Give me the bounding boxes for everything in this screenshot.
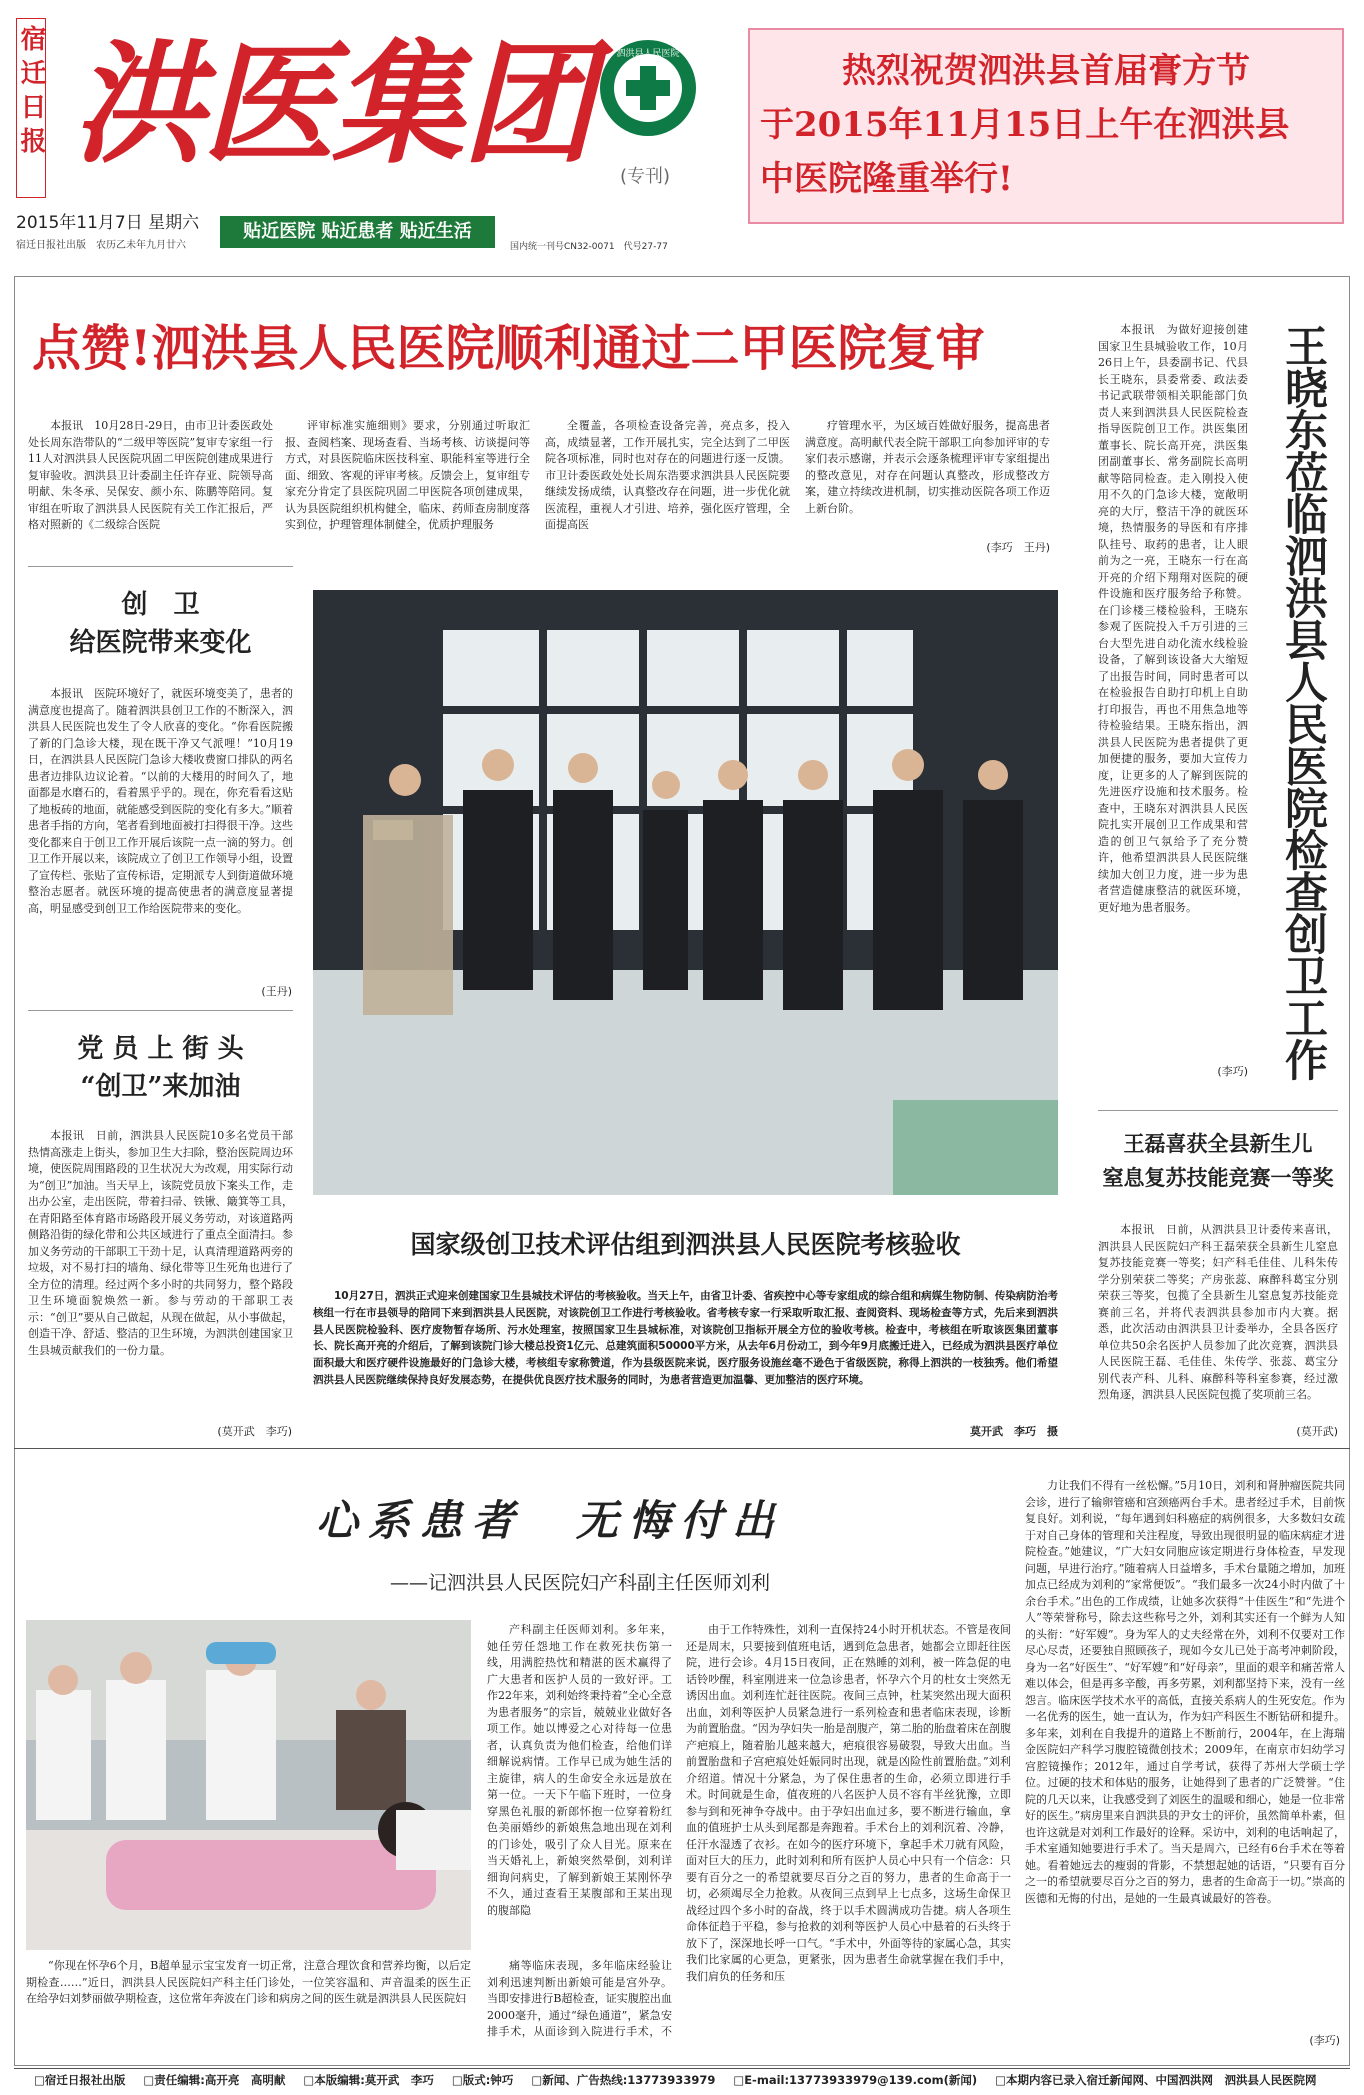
footer-item-email bbox=[733, 2069, 977, 2092]
date-line: 2015年11月7日 星期六 bbox=[16, 213, 200, 233]
right1-body-text: 本报讯 为做好迎接创建国家卫生县城验收工作，10月26日上午，县委副书记、代县长王晓东，县委常委、政法委书记武联带领相关职能部门负责人来到泗洪县人民医院检查指导医院创卫工作。洪医集团董事长、院长高开亮，洪医集团副董事长、常务副院长高明献等陪同检查。走入刚投入使用不久的门急诊大楼，宽敞明亮的大厅，整洁干净的就医环境，热情服务的导医和有序排队挂号、取药的患者，让人眼前为之一亮，王晓东一行在高开亮的介绍下翔翔对医院的硬件设施和医疗服务给予称赞。在门诊楼三楼检验科，王晓东参观了医院投入千万引进的三台大型先进自动化流水线检验设备，了解到该设备大大缩短了出报告时间，同时患者可以在检验报告自助打印机上自助打印报告，再也不用焦急地等待检验结果。王晓东指出，泗洪县人民医院为患者提供了更加便捷的服务，要加大宣传力度，让更多的人了解到医院的先进医疗设施和技术服务。检查中，王晓东对泗洪县人民医院扎实开展创卫工作成果和营造的创卫气氛给予了充分赞许，他希望泗洪县人民医院继续加大创卫力度，进一步为患者营造健康整洁的就医环境，更好地为患者服务。 bbox=[1098, 323, 1248, 914]
profile-subtitle: ——记泗洪县人民医院妇产科副主任医师刘利 bbox=[389, 1572, 770, 1594]
lead-col-4 bbox=[805, 418, 1050, 542]
profile-photo bbox=[26, 1620, 471, 1950]
lead-col-3 bbox=[545, 418, 790, 558]
publisher-text: 宿迁日报社出版 bbox=[16, 240, 86, 251]
right2-title-1: 王磊喜获全县新生儿 bbox=[1123, 1131, 1313, 1156]
banner-ad bbox=[748, 28, 1344, 224]
banner-line-1: 热烈祝贺泗洪县首届膏方节 bbox=[842, 51, 1250, 91]
side2-title-1: 党 员 上 街 头 bbox=[77, 1034, 244, 1064]
banner-line-2: 于2015年11月15日上午在泗洪县 bbox=[760, 105, 1290, 145]
hospital-hall-illustration bbox=[313, 590, 1058, 1195]
footer-item-online bbox=[995, 2069, 1316, 2092]
feature-caption: 国家级创卫技术评估组到泗洪县人民医院考核验收 bbox=[410, 1230, 961, 1259]
footer-item-editors bbox=[143, 2069, 285, 2092]
footer-email-text: E-mail:13773933979@139.com(新闻) bbox=[744, 2073, 978, 2087]
side2-byline: (莫开武 李巧) bbox=[217, 1425, 292, 1438]
lead-col-2 bbox=[285, 418, 530, 558]
profile-col-1-text: 产科副主任医师刘利。多年来，她任劳任怨地工作在救死扶伤第一线，用满腔热忱和精湛的医术赢得了广大患者和医护人员的一致好评。工作22年来，刘利始终秉持着“全心全意为患者服务”的宗旨，兢兢业业做好各项工作。她以博爱之心对待每一位患者，认真负责为他们检查，给他们详细解说病情。工作早已成为她生活的主旋律，病人的生命安全永远是放在第一位。一天下午临下班时，一位身穿黑色礼服的新郎怀抱一位穿着粉红色美丽婚纱的新娘焦急地出现在刘利的门诊处，吸引了众人目光。原来在当天婚礼上，新娘突然晕倒，刘利详细询问病史，了解到新娘王某刚怀孕不久，通过查看王某腹部和王某出现的腹部隐 bbox=[487, 1623, 672, 1917]
profile-bottom-col bbox=[487, 1958, 672, 2040]
footer-hotline-text: 新闻、广告热线:13773933979 bbox=[542, 2073, 716, 2087]
footer-square-icon: □ bbox=[303, 2073, 315, 2087]
footer-square-icon: □ bbox=[34, 2073, 45, 2087]
profile-col-1 bbox=[487, 1622, 672, 1932]
clinic-exam-illustration bbox=[26, 1620, 471, 1950]
footer-item-publisher bbox=[34, 2069, 125, 2092]
issue-info bbox=[510, 239, 668, 252]
footer-item-hotline bbox=[531, 2069, 715, 2092]
feature-body bbox=[313, 1288, 1058, 1430]
lead-headline: 点赞!泗洪县人民医院顺利通过二甲医院复审 bbox=[32, 319, 985, 377]
photo-caption bbox=[26, 1958, 471, 2040]
paper-name bbox=[16, 18, 46, 198]
footer-item-page-editors bbox=[303, 2069, 433, 2092]
divider bbox=[28, 566, 293, 567]
profile-title: 心系患者 无悔付出 bbox=[315, 1496, 784, 1545]
right1-body bbox=[1098, 322, 1248, 1066]
lunar-date: 农历乙未年九月廿六 bbox=[96, 240, 186, 251]
feature-photo bbox=[313, 590, 1058, 1195]
footer-layout-text: 版式:钟巧 bbox=[462, 2073, 514, 2087]
photo-caption-text: “你现在怀孕6个月，B超单显示宝宝发育一切正常，注意合理饮食和营养均衡，以后定期检查……”近日，泗洪县人民医院妇产科主任门诊处，一位笑容温和、声音温柔的医生正在给孕妇刘梦丽做孕期检查，这位常年奔波在门诊和病房之间的医生就是泗洪县人民医院妇 bbox=[26, 1959, 471, 2005]
footer-square-icon: □ bbox=[143, 2073, 155, 2087]
side1-body-text: 本报讯 医院环境好了，就医环境变美了，患者的满意度也提高了。随着泗洪县创卫工作的不断深入，泗洪县人民医院也发生了令人欣喜的变化。“你看医院搬了新的门急诊大楼，现在既干净又气派哩！”10月19日，在泗洪县人民医院门急诊大楼收费窗口排队的两名患者边排队边议论着。“以前的大楼用的时间久了，地面都是水磨石的，看着黑乎乎的。现在，你充看看这贴了地板砖的地面，就能感受到医院的变化有多大。”顺着患者手指的方向，笔者看到地面被打扫得很干净。这些变化都来自于创卫工作开展后该院一点一滴的努力。创卫工作开展以来，该院成立了创卫工作领导小组，设置了宣传栏、张贴了宣传标语，定期派专人到街道做环境整治志愿者。就医环境的提高使患者的满意度显著提高，明显感受到创卫工作给医院带来的变化。 bbox=[28, 687, 293, 915]
divider bbox=[28, 1010, 293, 1011]
feature-byline: 莫开武 李巧 摄 bbox=[970, 1425, 1058, 1438]
footer-editors-text: 责任编辑:高开亮 高明献 bbox=[154, 2073, 286, 2087]
lead-byline: (李巧 王丹) bbox=[986, 541, 1050, 554]
profile-bottom-col-text: 痛等临床表现，多年临床经验让刘利迅速判断出新娘可能是宫外孕。当即安排进行B超检查，证实腹腔出血2000毫升，通过“绿色通道”，紧急安排手术，从面诊到入院进行手术，不 bbox=[487, 1959, 672, 2038]
paper-name-text: 宿迁日报 bbox=[16, 25, 46, 161]
footer-square-icon: □ bbox=[733, 2073, 745, 2087]
side1-title-1: 创 卫 bbox=[121, 590, 200, 620]
divider bbox=[1098, 1110, 1338, 1111]
footer-square-icon: □ bbox=[451, 2073, 463, 2087]
profile-col-2-text: 由于工作特殊性，刘利一直保持24小时开机状态。不管是夜间还是周末，只要接到值班电话，遇到危急患者，她都会立即赶往医院，进行会诊。4月15日夜间，正在熟睡的刘利，被一阵急促的电话铃吵醒，科室刚进来一位急诊患者，怀孕六个月的杜女士突然无诱因出血。刘利连忙赶往医院。夜间三点钟，杜某突然出现大面积出血，刘利等医护人员紧急进行一系列检查和患者临床表现，诊断为前置胎盘。“因为孕妇失一胎是剖腹产，第二胎的胎盘着床在剖腹产疤痕上，随着胎儿越来越大，疤痕很容易破裂，导致大出血。当前置胎盘和子宫疤痕处妊娠同时出现，就是凶险性前置胎盘。”刘利介绍道。情况十分紧急，为了保住患者的生命，必须立即进行手术。时间就是生命，值夜班的八名医护人员不容有半丝犹豫，立即参与到和死神争夺战中。由于孕妇出血过多，要不断进行输血，拿血的值班护士从头到尾都是奔跑着。手术台上的刘利沉着、冷静，任汗水湿透了衣衫。在如今的医疗环境下，拿起手术刀就有风险，面对巨大的压力，此时刘利和所有医护人员心中只有一个信念：只要有百分之一的希望就要尽百分之百的努力，患者的生命高于一切，必须竭尽全力抢救。从夜间三点到早上七点多，这场生命保卫战经过四个多小时的奋战，终于以手术圆满成功告捷。病人各项生命体征趋于平稳，参与抢救的刘利等医护人员心中悬着的石头终于放下了，深深地长呼一口气。“手术中，外面等待的家属心急，其实我们比家属的心更急，更紧张，因为患者生命就掌握在我们手中，我们肩负的任务和压 bbox=[686, 1623, 1011, 1983]
emblem-text: 泗洪县人民医院 bbox=[616, 49, 680, 59]
right2-byline: (莫开武) bbox=[1296, 1425, 1338, 1438]
side1-title-2: 给医院带来变化 bbox=[69, 628, 252, 658]
lead-col-2-text: 评审标准实施细则》要求，分别通过听取汇报、查阅档案、现场查看、当场考核、访谈提问等方式，对县医院临床医技科室、职能科室等进行全面、细致、客观的评审考核。反馈会上，复审组专家充分肯定了县医院巩固二甲医院各项创建成果，认为县医院组织机构健全，临床、药师查房制度落实到位，护理管理体制健全，优质护理服务 bbox=[285, 419, 530, 531]
lead-col-1-text: 本报讯 10月28日-29日，由市卫计委医政处处长周东浩带队的“二级甲等医院”复审专家组一行11人对泗洪县人民医院巩固二甲医院创建成果进行复审验收。泗洪县卫计委副主任许存亚、院领导高明献、朱冬承、吴保安、颜小东、陈鹏等陪同。复审组在听取了泗洪县人民医院有关工作汇报后，严格对照新的《二级综合医院 bbox=[28, 419, 273, 531]
side2-title-2: “创卫”来加油 bbox=[80, 1072, 241, 1102]
profile-byline: (李巧) bbox=[1309, 2034, 1340, 2047]
masthead bbox=[0, 0, 1364, 260]
footer-bar bbox=[14, 2068, 1350, 2092]
feature-body-text: 10月27日，泗洪正式迎来创建国家卫生县城技术评估的考核验收。当天上午，由省卫计委、省疾控中心等专家组成的综合组和病媒生物防制、传染病防治考核组一行在市县领导的陪同下来到泗洪县人民医院，对该院创卫工作进行考核验收。省考核专家一行采取听取汇报、查阅资料、现场检查等方式，先后来到泗洪县人民医院检验科、医疗废物暂存场所、污水处理室，按照国家卫生县城标准，对该院创卫指标开展全方位的验收考核。检查中，考核组在听取该医集团董事长、院长高开亮的介绍后，了解到该院门诊大楼总投资1亿元、总建筑面积50000平方米，从去年6月份动工，到今年9月底搬迁进入，已经成为泗洪县医疗单位面积最大和医疗硬件设施最好的门急诊大楼，考核组专家称赞道，作为县级医院来说，医疗服务设施丝毫不逊色于省级医院，称得上泗洪的一枝独秀。他们希望泗洪县人民医院继续保持良好发展态势，在提供优良医疗技术服务的同时，为患者营造更加温馨、更加整洁的医疗环境。 bbox=[313, 1290, 1058, 1386]
lead-col-4-text: 疗管理水平，为区域百姓做好服务，提高患者满意度。高明献代表全院干部职工向参加评审的专家们表示感谢，并表示会逐条梳理评审专家组提出的整改意见，对存在问题认真整改，形成整改方案，建立持续改进机制，切实推动医院各项工作迈上新台阶。 bbox=[805, 419, 1050, 515]
brand-title: 洪医集团 bbox=[72, 27, 592, 182]
footer-item-layout bbox=[452, 2069, 513, 2092]
lead-col-1 bbox=[28, 418, 273, 558]
profile-col-3 bbox=[1025, 1478, 1345, 2038]
side1-body bbox=[28, 686, 293, 986]
publisher-line bbox=[16, 236, 186, 251]
section-divider bbox=[14, 1448, 1350, 1449]
footer-online-text: 本期内容已录入宿迁新闻网、中国泗洪网 泗洪县人民医院网 bbox=[1006, 2073, 1317, 2087]
side2-body-text: 本报讯 日前，泗洪县人民医院10多名党员干部热情高涨走上街头，参加卫生大扫除，整治医院周边环境，使医院周围路段的卫生状况大为改观，用实际行动为“创卫”加油。当天早上，该院党员放下案头工作，走出办公室，走出医院，带着扫帚、铁锹、簸箕等工具，在青阳路至体育路市场路段开展义务劳动，对该道路两侧路沿街的绿化带和公共区域进行了重点全面清扫。参加义务劳动的干部职工干劲十足，认真清理道路两旁的垃圾，对不易打扫的墙角、绿化带等卫生死角也进行了全方位的清理。经过两个多小时的共同努力，整个路段卫生环境面貌焕然一新。参与劳动的干部职工表示：“创卫”要从自己做起，从现在做起，从小事做起，创造干净、舒适、整洁的卫生环境，为泗洪创建国家卫生县城贡献我们的一份力量。 bbox=[28, 1129, 293, 1357]
edition-tag: (专刊) bbox=[620, 166, 671, 187]
hospital-emblem bbox=[600, 40, 696, 136]
cn-number: 国内统一刊号CN32-0071 bbox=[510, 242, 615, 252]
right1-byline: (李巧) bbox=[1217, 1065, 1248, 1078]
profile-col-3-text: 力让我们不得有一丝松懈。”5月10日，刘利和肾肿瘤医院共同会诊，进行了输卵管癌和宫颈癌两台手术。患者经过手术，目前恢复良好。刘利说，“每年遇到妇科癌症的病例很多，大多数妇女疏于对自己身体的管理和关注程度，导致出现很明显的临床病症才进院检查。”她建议，“广大妇女同胞应该定期进行身体检查，早发现问题，早进行治疗。”随着病人日益增多，手术台量随之增加，加班加点已经成为刘利的“家常便饭”。“我们最多一次24小时内做了十余台手术。”出色的工作成绩，让她多次获得“十佳医生”和“先进个人”等荣誉称号，除去这些称号之外，刘利其实还有一个鲜为人知的头衔：“好军嫂”。身为军人的丈夫经常在外，刘利不仅要对工作尽心尽责，还要独自照顾孩子，现如今女儿已处于高考冲刺阶段，身为一名“好医生”、“好军嫂”和“好母亲”，里面的艰辛和痛苦常人难以体会，但是再多辛酸，再多劳累，刘利都坚持下来，没有一丝怨言。临床医学技术水平的高低，直接关系病人的生死安危。作为一名优秀的医生，她一直认为，作为妇产科医生不断钻研和提升。多年来，刘利在自我提升的道路上不断前行，2004年，在上海瑞金医院妇产科学习腹腔镜微创技术；2009年，在南京市妇幼学习宫腔镜操作；2012年，通过自学考试，获得了苏州大学硕士学位。过硬的技术和体贴的服务，让她得到了患者的广泛赞誉。“住院的几天以来，让我感受到了刘医生的温暖和细心，她是一位非常好的医生。”病房里来自泗洪县的尹女士的评价，虽然简单朴素，但也许这就是对刘利工作最好的诠释。采访中，刘利的电话响起了，手术室通知她要进行手术了。当天是周六，已经有6台手术在等着她。看着她远去的瘦弱的背影，不禁想起她的话语，“只要有百分之一的希望就要尽百分之百的努力，患者的生命高于一切。”崇高的医德和无悔的付出，是她的一生最真诚最好的答卷。 bbox=[1025, 1479, 1345, 1905]
right1-title: 王晓东莅临泗洪县人民医院检查创卫工作 bbox=[1278, 324, 1328, 1080]
profile-col-2 bbox=[686, 1622, 1011, 2040]
slogan-bar: 贴近医院 贴近患者 贴近生活 bbox=[220, 216, 495, 248]
side1-byline: (王丹) bbox=[261, 985, 292, 998]
footer-square-icon: □ bbox=[531, 2073, 543, 2087]
footer-page-editors-text: 本版编辑:莫开武 李巧 bbox=[314, 2073, 434, 2087]
footer-square-icon: □ bbox=[995, 2073, 1007, 2087]
issue-code: 代号27-77 bbox=[623, 242, 668, 252]
right2-body-text: 本报讯 日前，从泗洪县卫计委传来喜讯，泗洪县人民医院妇产科王磊荣获全县新生儿窒息复苏技能竞赛一等奖；妇产科毛佳佳、儿科朱传学分别荣获二等奖；产房张蕊、麻醉科葛宝分别荣获三等奖，包揽了全县新生儿窒息复苏技能竞赛前三名，并将代表泗洪县参加市内大赛。据悉，此次活动由泗洪县卫计委举办，全县各医疗单位共50余名医护人员参加了此次竞赛，泗洪县人民医院王磊、毛佳佳、朱传学、张蕊、葛宝分别代表产科、儿科、麻醉科等科室参赛，经过激烈角逐，泗洪县人民医院包揽了奖项前三名。 bbox=[1098, 1223, 1338, 1401]
lead-col-3-text: 全覆盖，各项检查设备完善，亮点多，投入高，成绩显著，工作开展扎实，完全达到了二甲医院各项标准，同时也对存在的问题进行逐一反馈。市卫计委医政处处长周东浩要求泗洪县人民医院要继续发扬成绩，认真整改存在问题，进一步优化就医流程，重视人才引进、培养，强化医疗管理，全面提高医 bbox=[545, 419, 790, 531]
side2-body bbox=[28, 1128, 293, 1428]
right2-body bbox=[1098, 1222, 1338, 1428]
footer-publisher-text: 宿迁日报社出版 bbox=[44, 2073, 126, 2087]
right2-title-2: 窒息复苏技能竞赛一等奖 bbox=[1102, 1165, 1334, 1190]
banner-line-3: 中医院隆重举行! bbox=[760, 159, 1013, 199]
